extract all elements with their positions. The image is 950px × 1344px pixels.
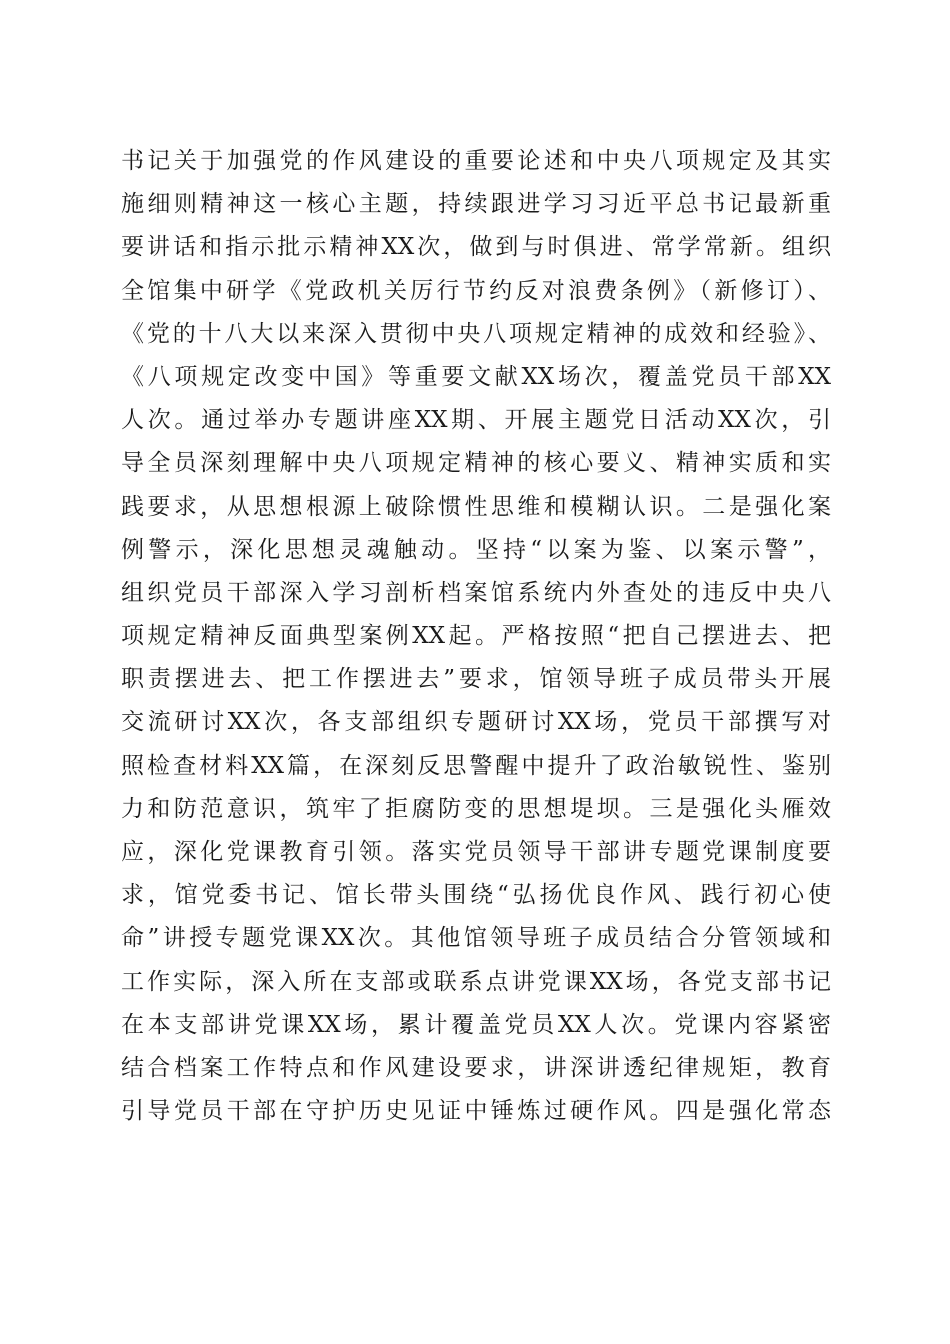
text-line: 职责摆进去、把工作摆进去”要求，馆领导班子成员带头开展 — [121, 666, 831, 693]
text-line: 践要求，从思想根源上破除惯性思维和模糊认识。二是强化案 — [121, 493, 831, 520]
text-line: 结合档案工作特点和作风建设要求，讲深讲透纪律规矩，教育 — [121, 1054, 831, 1081]
text-line: 例警示，深化思想灵魂触动。坚持“以案为鉴、以案示警”， — [121, 536, 831, 563]
text-line: 《党的十八大以来深入贯彻中央八项规定精神的成效和经验》、 — [121, 320, 831, 347]
body-paragraph — [121, 140, 831, 1133]
text-line: 要讲话和指示批示精神XX次，做到与时俱进、常学常新。组织 — [121, 234, 831, 261]
text-line: 工作实际，深入所在支部或联系点讲党课XX场，各党支部书记 — [121, 968, 831, 995]
text-line: 组织党员干部深入学习剖析档案馆系统内外查处的违反中央八 — [121, 579, 831, 606]
text-line: 人次。通过举办专题讲座XX期、开展主题党日活动XX次，引 — [121, 407, 831, 434]
text-line: 应，深化党课教育引领。落实党员领导干部讲专题党课制度要 — [121, 839, 831, 865]
text-line: 项规定精神反面典型案例XX起。严格按照“把自己摆进去、把 — [121, 623, 831, 650]
text-line: 命”讲授专题党课XX次。其他馆领导班子成员结合分管领域和 — [121, 925, 831, 952]
text-line: 施细则精神这一核心主题，持续跟进学习习近平总书记最新重 — [121, 191, 831, 218]
text-line: 书记关于加强党的作风建设的重要论述和中央八项规定及其实 — [121, 148, 831, 174]
text-line: 在本支部讲党课XX场，累计覆盖党员XX人次。党课内容紧密 — [121, 1011, 831, 1038]
text-line: 全馆集中研学《党政机关厉行节约反对浪费条例》（新修订）、 — [121, 277, 831, 304]
text-line: 导全员深刻理解中央八项规定精神的核心要义、精神实质和实 — [121, 450, 831, 477]
text-line: 照检查材料XX篇，在深刻反思警醒中提升了政治敏锐性、鉴别 — [121, 752, 831, 779]
text-line: 《八项规定改变中国》等重要文献XX场次，覆盖党员干部XX — [121, 363, 831, 390]
text-line: 交流研讨XX次，各支部组织专题研讨XX场，党员干部撰写对 — [121, 709, 831, 736]
text-line: 力和防范意识，筑牢了拒腐防变的思想堤坝。三是强化头雁效 — [121, 795, 831, 822]
text-line: 求，馆党委书记、馆长带头围绕“弘扬优良作风、践行初心使 — [121, 882, 831, 909]
text-line: 引导党员干部在守护历史见证中锤炼过硬作风。四是强化常态 — [121, 1098, 831, 1125]
